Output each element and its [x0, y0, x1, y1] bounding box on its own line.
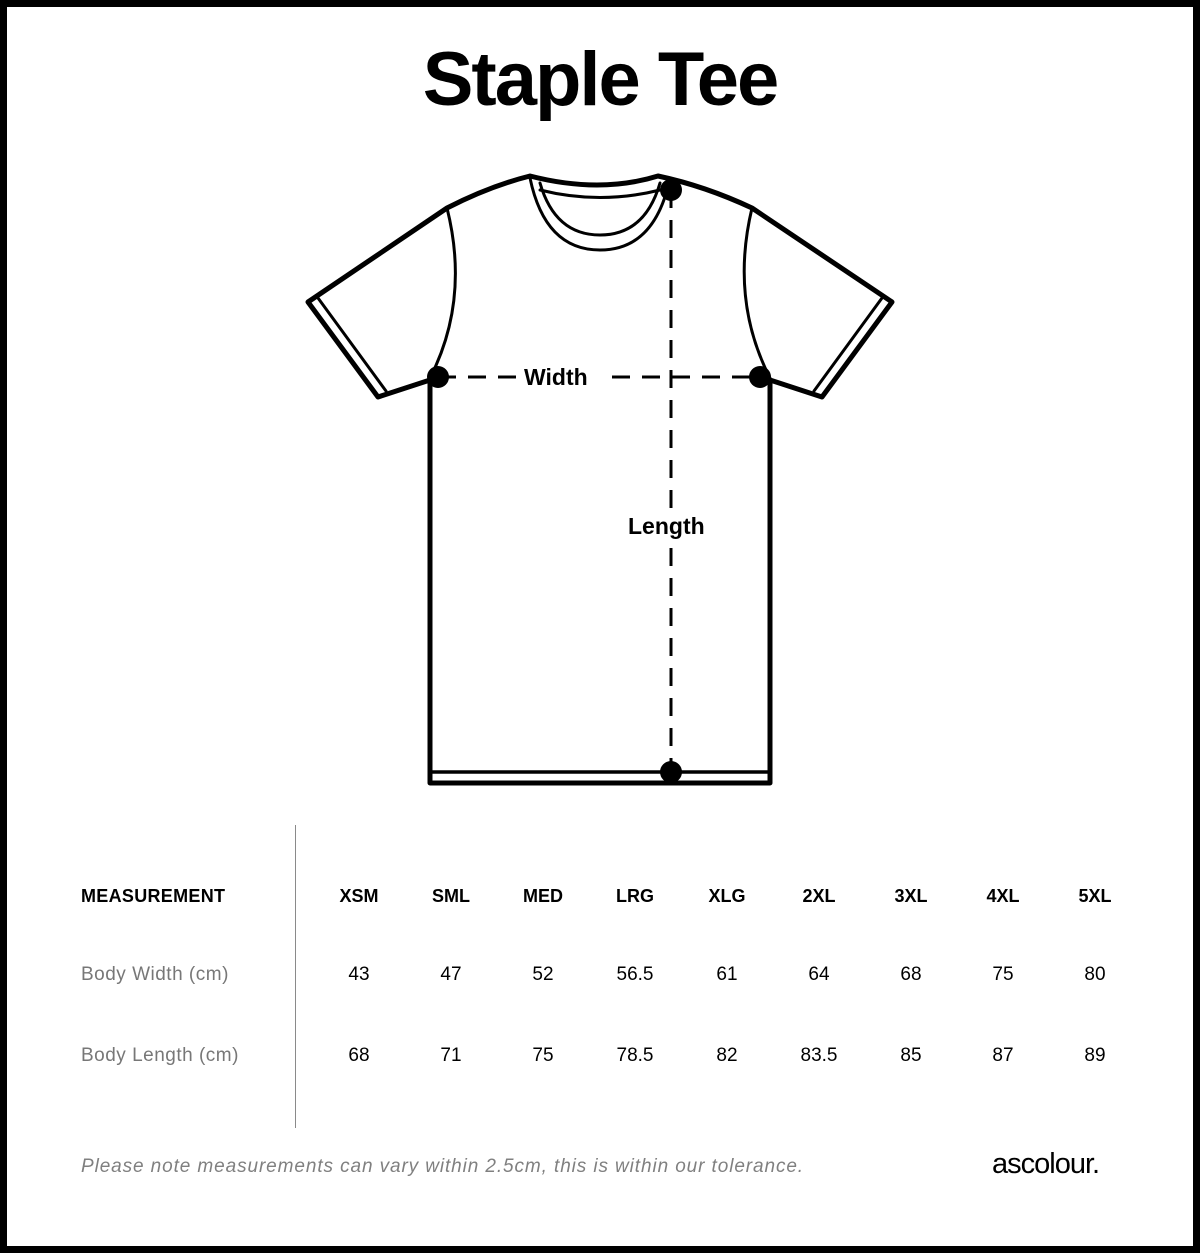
- body-width-value: 80: [1084, 964, 1106, 985]
- body-length-value: 87: [992, 1045, 1014, 1066]
- tshirt-diagram: [300, 165, 900, 795]
- tshirt-outline-icon: [300, 165, 900, 795]
- brand-logo: ascolour.: [992, 1148, 1100, 1180]
- width-label: Width: [524, 364, 588, 390]
- size-header: 5XL: [1078, 886, 1112, 906]
- body-width-value: 64: [808, 964, 830, 985]
- page-title: Staple Tee: [422, 37, 778, 122]
- body-length-value: 85: [900, 1045, 922, 1066]
- body-width-value: 68: [900, 964, 922, 985]
- tolerance-note: Please note measurements can vary within 2.5cm, this is within our tolerance.: [81, 1156, 804, 1177]
- body-width-value: 56.5: [616, 964, 654, 985]
- body-length-value: 68: [348, 1045, 370, 1066]
- body-width-value: 43: [348, 964, 370, 985]
- size-header: MED: [523, 886, 563, 906]
- size-header: 4XL: [986, 886, 1020, 906]
- body-length-value: 89: [1084, 1045, 1106, 1066]
- table-divider: [295, 825, 296, 1128]
- size-header: SML: [432, 886, 470, 906]
- body-width-value: 61: [716, 964, 738, 985]
- body-width-value: 52: [532, 964, 554, 985]
- size-header: XSM: [339, 886, 379, 906]
- body-width-value: 47: [440, 964, 462, 985]
- measurement-header: MEASUREMENT: [81, 886, 226, 906]
- body-width-label: Body Width (cm): [81, 964, 229, 985]
- body-length-value: 75: [532, 1045, 554, 1066]
- body-length-value: 78.5: [616, 1045, 654, 1066]
- body-length-value: 82: [716, 1045, 738, 1066]
- length-label: Length: [628, 513, 705, 539]
- body-width-value: 75: [992, 964, 1014, 985]
- body-length-label: Body Length (cm): [81, 1045, 239, 1066]
- size-header: 3XL: [894, 886, 928, 906]
- body-length-value: 71: [440, 1045, 462, 1066]
- size-header: LRG: [616, 886, 654, 906]
- size-header: XLG: [708, 886, 746, 906]
- body-length-value: 83.5: [800, 1045, 838, 1066]
- size-header: 2XL: [802, 886, 836, 906]
